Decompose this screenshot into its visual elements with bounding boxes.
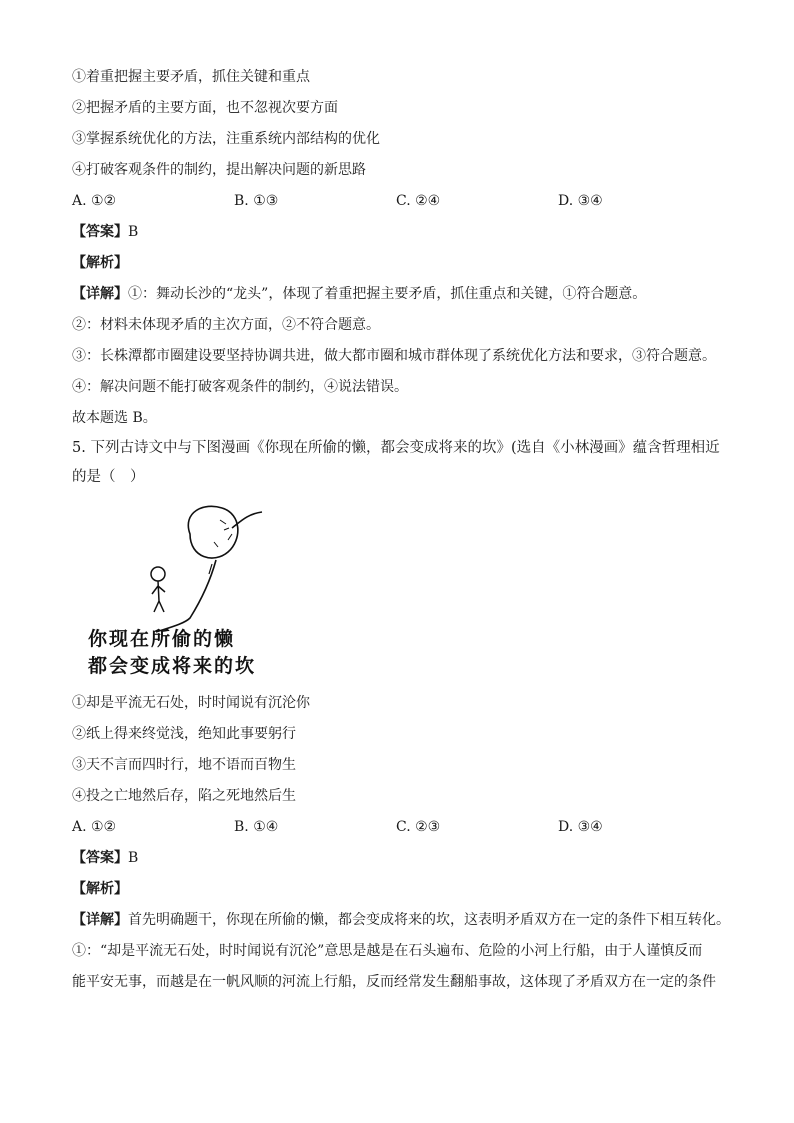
q4-analysis-tag: 【解析】 <box>72 255 128 271</box>
q5-statement-3: ③天不言而四时行，地不语而百物生 <box>72 757 296 773</box>
q4-option-b: B. ①③ <box>234 193 279 209</box>
document-page <box>72 62 732 998</box>
q5-option-d: D. ③④ <box>558 819 603 835</box>
q4-option-a: A. ①② <box>72 193 117 209</box>
comic-caption-line-1: 你现在所偷的懒 <box>88 628 236 650</box>
person-body <box>152 581 165 612</box>
q5-option-b: B. ①④ <box>234 819 279 835</box>
answer-tag: 【答案】 <box>72 850 128 866</box>
answer-value: B <box>128 850 139 866</box>
q4-detail-2: ②：材料未体现矛盾的主次方面，②不符合题意。 <box>72 317 380 333</box>
q4-conclusion: 故本题选 B。 <box>72 410 157 426</box>
q4-option-c: C. ②④ <box>396 193 441 209</box>
boulder <box>188 506 238 558</box>
q5-option-c: C. ②③ <box>396 819 441 835</box>
q4-detail-1: 【详解】①：舞动长沙的“龙头”，体现了着重把握主要矛盾，抓住重点和关键，①符合题意。 <box>72 286 647 302</box>
comic-caption <box>88 626 256 680</box>
answer-value: B <box>128 224 139 240</box>
q5-detail-1a: ①：“却是平流无石处，时时闻说有沉沦”意思是越是在石头遍布、危险的小河上行船，由于人谨慎反而 <box>72 943 703 959</box>
q4-statement-4: ④打破客观条件的制约，提出解决问题的新思路 <box>72 162 366 178</box>
q5-option-a: A. ①② <box>72 819 117 835</box>
q4-option-d: D. ③④ <box>558 193 603 209</box>
q4-statement-1: ①着重把握主要矛盾，抓住关键和重点 <box>72 69 310 85</box>
q5-statement-1: ①却是平流无石处，时时闻说有沉沦你 <box>72 695 310 711</box>
q5-statement-4: ④投之亡地然后存，陷之死地然后生 <box>72 788 296 804</box>
detail-tag: 【详解】 <box>72 286 128 302</box>
q4-options <box>72 186 732 217</box>
q4-statement-3: ③掌握系统优化的方法，注重系统内部结构的优化 <box>72 131 380 147</box>
q5-statement-2: ②纸上得来终觉浅，绝知此事要躬行 <box>72 726 296 742</box>
q5-detail-1b: 能平安无事，而越是在一帆风顺的河流上行船，反而经常发生翻船事故，这体现了矛盾双方在一定的条件 <box>72 974 716 990</box>
q5-analysis-tag: 【解析】 <box>72 881 128 897</box>
q5-question: 5. 下列古诗文中与下图漫画《你现在所偷的懒，都会变成将来的坎》(选自《小林漫画》蕴含哲理相近的是（ ） <box>72 440 720 485</box>
detail-tag: 【详解】 <box>72 912 128 928</box>
comic-illustration <box>82 502 282 682</box>
comic-caption-line-2: 都会变成将来的坎 <box>88 655 257 677</box>
q5-detail-intro: 【详解】首先明确题干，你现在所偷的懒，都会变成将来的坎，这表明矛盾双方在一定的条件下相互转化。 <box>72 912 730 928</box>
q4-answer <box>72 217 732 248</box>
q5-answer <box>72 843 732 874</box>
q4-statement-2: ②把握矛盾的主要方面，也不忽视次要方面 <box>72 100 338 116</box>
q5-options <box>72 812 732 843</box>
person-head <box>151 567 165 581</box>
q4-detail-4: ④：解决问题不能打破客观条件的制约，④说法错误。 <box>72 379 408 395</box>
answer-tag: 【答案】 <box>72 224 128 240</box>
q4-detail-3: ③：长株潭都市圈建设要坚持协调共进，做大都市圈和城市群体现了系统优化方法和要求，③符合题意。 <box>72 348 716 364</box>
